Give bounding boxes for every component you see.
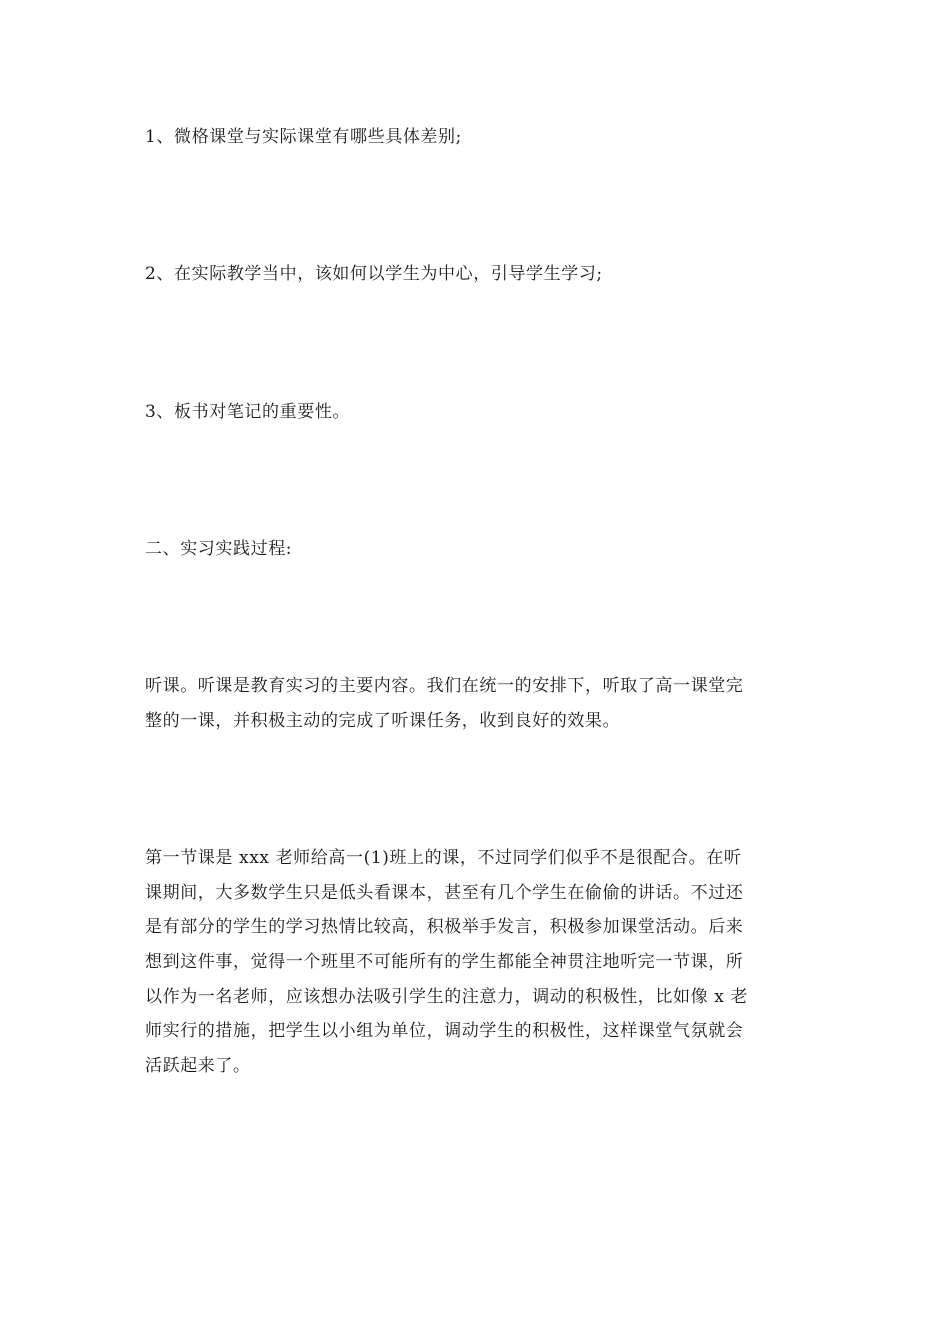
paragraph-2-line-6: 师实行的措施，把学生以小组为单位，调动学生的积极性，这样课堂气氛就会 — [145, 1021, 744, 1041]
list-item-2: 2、在实际教学当中，该如何以学生为中心，引导学生学习; — [145, 264, 603, 284]
paragraph-2-line-5: 以作为一名老师，应该想办法吸引学生的注意力，调动的积极性，比如像 x 老 — [145, 987, 748, 1007]
paragraph-2-line-3: 是有部分的学生的学习热情比较高，积极举手发言，积极参加课堂活动。后来 — [145, 917, 744, 937]
list-item-3: 3、板书对笔记的重要性。 — [145, 402, 351, 422]
paragraph-2-line-2: 课期间，大多数学生只是低头看课本，甚至有几个学生在偷偷的讲话。不过还 — [145, 883, 744, 903]
section-heading: 二、实习实践过程: — [145, 539, 293, 559]
paragraph-2-line-1: 第一节课是 xxx 老师给高一(1)班上的课，不过同学们似乎不是很配合。在听 — [145, 848, 742, 868]
paragraph-2-line-4: 想到这件事，觉得一个班里不可能所有的学生都能全神贯注地听完一节课，所 — [145, 952, 744, 972]
paragraph-1-line-1: 听课。听课是教育实习的主要内容。我们在统一的安排下，听取了高一课堂完 — [145, 676, 744, 696]
paragraph-1-line-2: 整的一课，并积极主动的完成了听课任务，收到良好的效果。 — [145, 711, 621, 731]
paragraph-2-line-7: 活跃起来了。 — [145, 1056, 251, 1076]
list-item-1: 1、微格课堂与实际课堂有哪些具体差别; — [145, 127, 462, 147]
